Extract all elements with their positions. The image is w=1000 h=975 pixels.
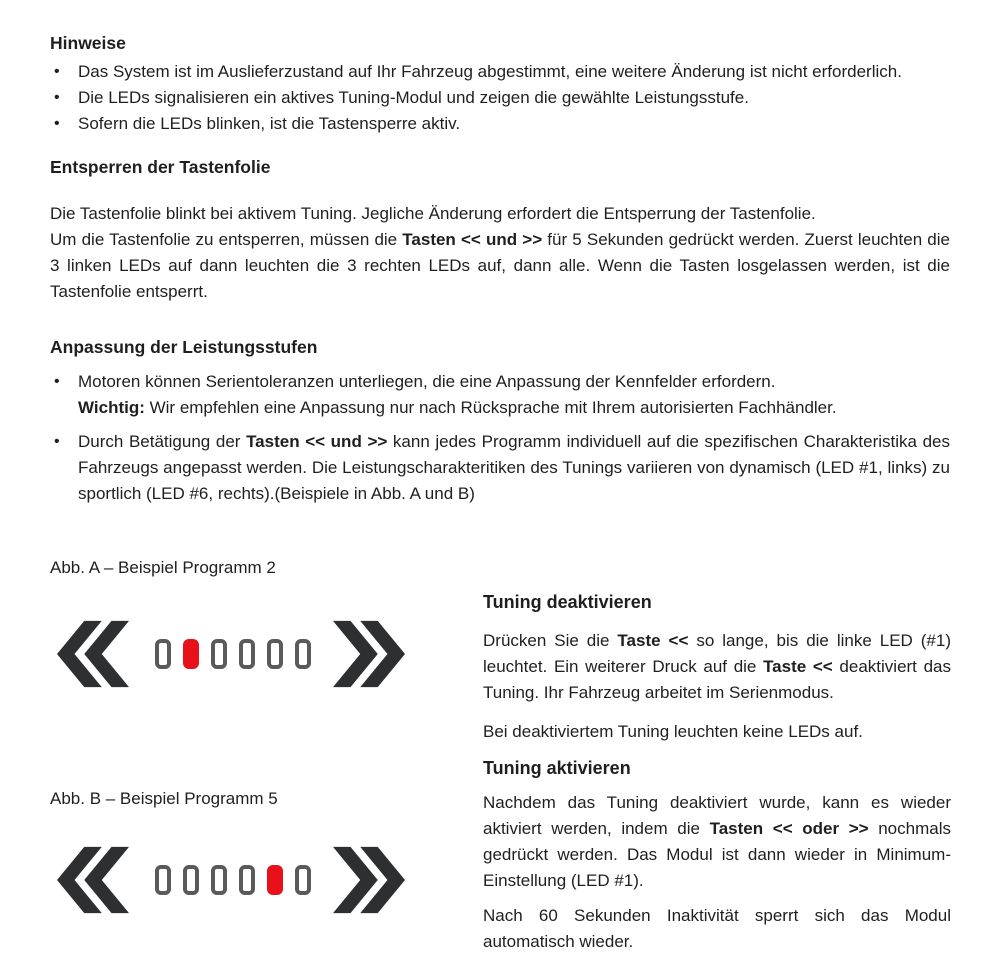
led-indicator-on <box>183 639 199 669</box>
text: für 5 Sekunden gedrückt werden. Zuerst leuchten die 3 linken LEDs auf dann leuchten die 3 rechten LEDs auf, dann alle. Wenn die Tasten losgelassen werden, ist die Tastenfolie entsperrt. <box>50 230 950 301</box>
text: Sofern die LEDs blinken, ist die Tastensperre aktiv. <box>78 114 461 133</box>
figure-a-caption: Abb. A – Beispiel Programm 2 <box>50 558 276 577</box>
entsperren-paragraphs <box>50 201 950 305</box>
paragraph <box>483 903 951 955</box>
paragraph <box>78 395 950 421</box>
text: Die LEDs signalisieren ein aktives Tuning-Modul und zeigen die gewählte Leistungsstufe. <box>78 88 749 107</box>
anpassung-bullet-list <box>50 369 950 507</box>
bold-text: Tasten << und >> <box>402 230 543 249</box>
bold-text: Tasten << und >> <box>246 432 388 451</box>
text: Drücken Sie die <box>483 631 618 650</box>
led-indicator-off <box>239 865 255 895</box>
led-indicator-off <box>295 865 311 895</box>
paragraph <box>483 790 951 894</box>
text: deaktiviert das Tuning. Ihr Fahrzeug arbeitet im Serienmodus. <box>483 657 951 702</box>
text: Nach 60 Sekunden Inaktivität sperrt sich das Modul automatisch wieder. <box>483 906 951 951</box>
section-title-aktivieren: Tuning aktivieren <box>483 758 631 778</box>
paragraph <box>78 369 950 395</box>
list-item <box>50 85 950 111</box>
list-item <box>50 369 950 421</box>
bold-text: Tasten << oder >> <box>709 819 869 838</box>
text: Das System ist im Auslieferzustand auf Ihr Fahrzeug abgestimmt, eine weitere Änderung ist nicht erforderlich. <box>78 62 902 81</box>
led-indicator-off <box>211 639 227 669</box>
text: kann jedes Programm individuell auf die spezifischen Charakteristika des Fahrzeugs angepasst werden. Die Leistungscharakteritiken des Tunings variieren von dynamisch (LED #1, links) zu sportlich (LED #6, rechts).(Beispiele in Abb. A und B) <box>78 432 950 503</box>
right-text-column <box>483 590 951 955</box>
section-title-deaktivieren: Tuning deaktivieren <box>483 592 652 612</box>
text: Um die Tastenfolie zu entsperren, müssen die <box>50 230 403 249</box>
led-indicator-off <box>155 639 171 669</box>
list-item <box>50 429 950 507</box>
hinweise-bullet-list <box>50 59 950 137</box>
section-title-entsperren: Entsperren der Tastenfolie <box>50 157 271 177</box>
paragraph <box>50 201 950 227</box>
text: Motoren können Serientoleranzen unterliegen, die eine Anpassung der Kennfelder erfordern. <box>78 372 776 391</box>
text: Nachdem das Tuning deaktiviert wurde, kann es wieder aktiviert werden, indem die <box>483 793 951 838</box>
led-indicator-off <box>155 865 171 895</box>
bold-text: Taste << <box>617 631 689 650</box>
led-row <box>155 639 311 669</box>
text: Durch Betätigung der <box>78 432 247 451</box>
main-text-column <box>50 30 950 507</box>
list-item <box>50 111 950 137</box>
paragraph <box>483 628 951 706</box>
text: nochmals gedrückt werden. Das Modul ist dann wieder in Minimum-Einstellung (LED #1). <box>483 819 951 890</box>
led-row <box>155 865 311 895</box>
figure-b-caption: Abb. B – Beispiel Programm 5 <box>50 789 278 808</box>
text: Die Tastenfolie blinkt bei aktivem Tuning. Jegliche Änderung erfordert die Entsperrung der Tastenfolie. <box>50 204 816 223</box>
list-item <box>50 59 950 85</box>
bold-text: Wichtig: <box>78 398 145 417</box>
double-chevron-left-icon <box>57 620 129 688</box>
led-indicator-off <box>183 865 199 895</box>
figure-a-led-display <box>57 620 405 688</box>
led-indicator-on <box>267 865 283 895</box>
led-indicator-off <box>295 639 311 669</box>
section-title-hinweise: Hinweise <box>50 33 126 53</box>
led-indicator-off <box>211 865 227 895</box>
double-chevron-right-icon <box>333 620 405 688</box>
paragraph <box>50 227 950 305</box>
double-chevron-left-icon <box>57 846 129 914</box>
led-indicator-off <box>239 639 255 669</box>
text: so lange, bis die linke LED (#1) leuchtet. Ein weiterer Druck auf die <box>483 631 951 676</box>
paragraph <box>483 719 951 745</box>
figure-b-led-display <box>57 846 405 914</box>
double-chevron-right-icon <box>333 846 405 914</box>
section-title-anpassung: Anpassung der Leistungsstufen <box>50 337 318 357</box>
text: Wir empfehlen eine Anpassung nur nach Rücksprache mit Ihrem autorisierten Fachhändler. <box>144 398 837 417</box>
text: Bei deaktiviertem Tuning leuchten keine LEDs auf. <box>483 722 863 741</box>
bold-text: Taste << <box>763 657 833 676</box>
led-indicator-off <box>267 639 283 669</box>
